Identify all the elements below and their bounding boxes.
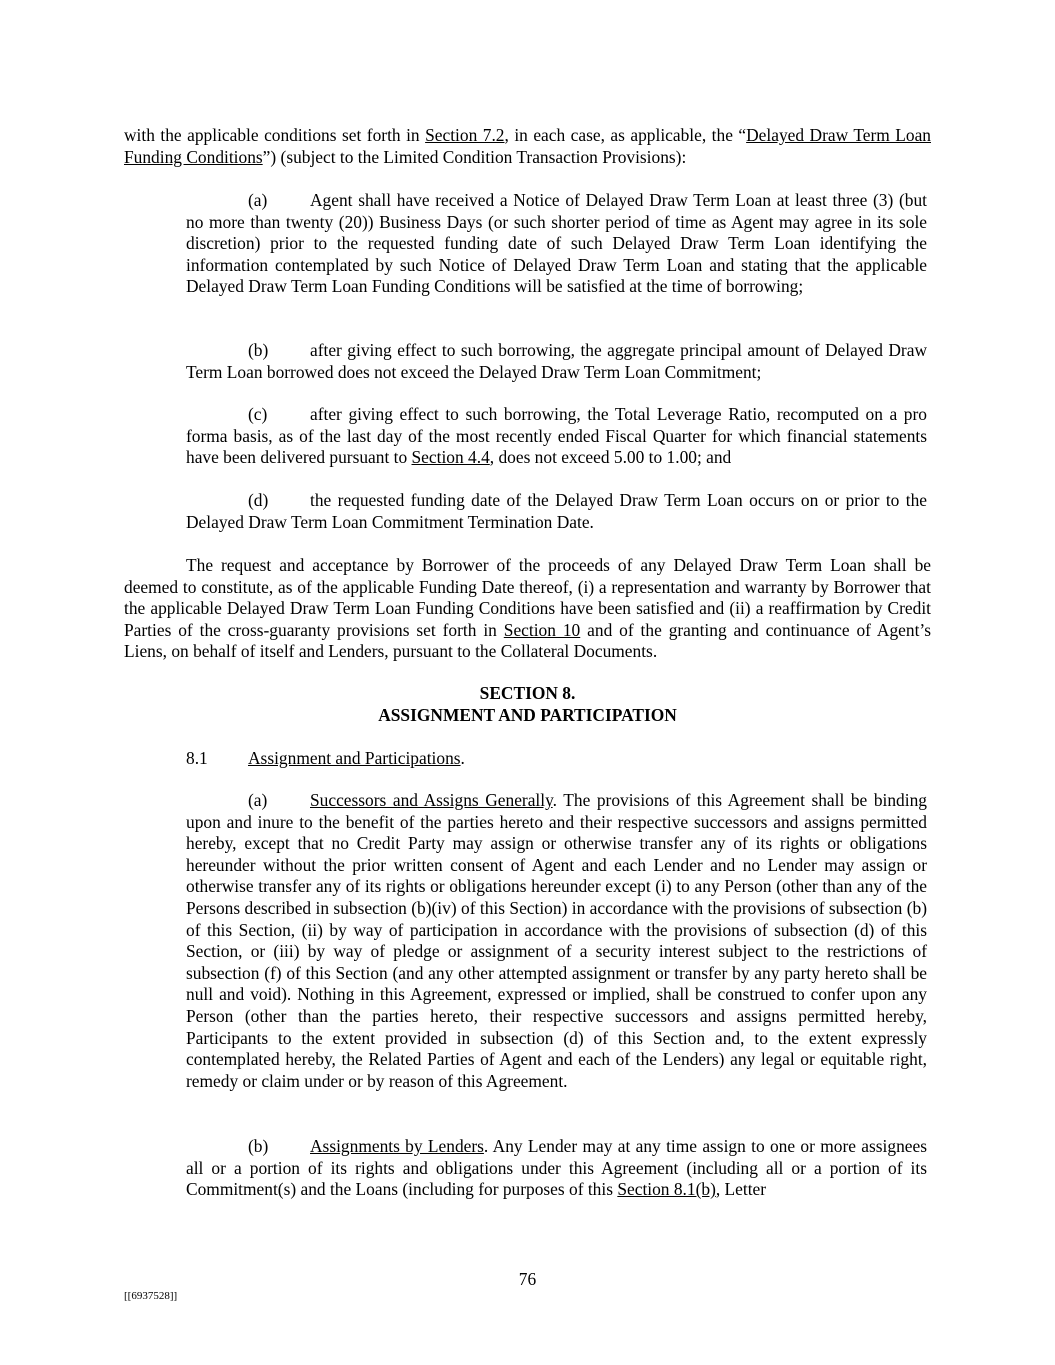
paragraph-8-1-b: (b) Assignments by Lenders. Any Lender may at any time assign to one or more assignees all or a portion of its rights and obligations under this Agreement (including all or a portion of its Commitment(s) and the Loans (including for purposes of this Section 8.1(b), Letter <box>186 1136 927 1200</box>
clause-label: (a) <box>248 790 268 810</box>
request-paragraph: The request and acceptance by Borrower of the proceeds of any Delayed Draw Term Loan shall be deemed to constitute, as of the applicable Funding Date thereof, (i) a representation and warranty by Borrower that the applicable Delayed Draw Term Loan Funding Conditions have been satisfied and (ii) a reaffirmation by Credit Parties of the cross-guaranty provisions set forth in Section 10 and of the granting and continuance of Agent’s Liens, on behalf of itself and Lenders, pursuant to the Collateral Documents. <box>124 555 932 662</box>
condition-c: (c) after giving effect to such borrowing, the Total Leverage Ratio, recomputed on a pro forma basis, as of the last day of the most recently ended Fiscal Quarter for which financial statements have been delivered pursuant to Section 4.4, does not exceed 5.00 to 1.00; and <box>186 404 927 468</box>
subsection-title: Assignment and Participations <box>248 748 461 768</box>
section-reference: Section 4.4 <box>411 447 490 468</box>
condition-a: (a) Agent shall have received a Notice of Delayed Draw Term Loan at least three (3) (but no more than twenty (20)) Business Days (or such shorter period of time as Agent may agree in its sole discretion) prior to the requested funding date of such Delayed Draw Term Loan identifying the information contemplated by such Notice of Delayed Draw Term Loan and stating that the applicable Delayed Draw Term Loan Funding Conditions will be satisfied at the time of borrowing; <box>186 190 927 297</box>
clause-heading: Successors and Assigns Generally <box>310 790 553 810</box>
section-number: SECTION 8. <box>479 683 576 703</box>
section-reference: Section 7.2 <box>425 125 505 145</box>
clause-label: (b) <box>248 1136 269 1156</box>
document-id: [[6937528]] <box>124 1290 178 1302</box>
clause-label: (b) <box>248 340 269 360</box>
clause-label: (d) <box>248 490 269 510</box>
condition-d: (d) the requested funding date of the Delayed Draw Term Loan occurs on or prior to the Delayed Draw Term Loan Commitment Termination Date. <box>186 490 927 532</box>
clause-heading: Assignments by Lenders <box>310 1136 484 1156</box>
section-reference: Section 8.1(b) <box>617 1179 716 1200</box>
section-title: ASSIGNMENT AND PARTICIPATION <box>378 705 677 725</box>
intro-paragraph: with the applicable conditions set forth in Section 7.2, in each case, as applicable, the “Delayed Draw Term Loan Funding Conditions”) (subject to the Limited Condition Transaction Provisions): <box>124 125 931 167</box>
defined-term: Delayed Draw Term Loan Funding Conditions <box>124 125 931 167</box>
subsection-number: 8.1 <box>186 748 208 768</box>
section-reference: Section 10 <box>503 619 581 640</box>
subsection-heading: 8.1 Assignment and Participations. <box>186 748 465 768</box>
clause-label: (a) <box>248 190 268 210</box>
page-number: 76 <box>518 1269 537 1289</box>
clause-label: (c) <box>248 404 268 424</box>
paragraph-8-1-a: (a) Successors and Assigns Generally. The provisions of this Agreement shall be binding upon and inure to the benefit of the parties hereto and their respective successors and assigns permitted hereby, except that no Credit Party may assign or otherwise transfer any of its rights or obligations hereunder without the prior written consent of Agent and each Lender and no Lender may assign or otherwise transfer any of its rights or obligations hereunder except (i) to any Person (other than any of the Persons described in subsection (b)(iv) of this Section) in accordance with the provisions of subsection (b) of this Section, (ii) by way of participation in accordance with the provisions of subsection (d) of this Section, or (iii) by way of pledge or assignment of a security interest subject to the restrictions of subsection (f) of this Section (and any other attempted assignment or transfer by any party hereto shall be null and void). Nothing in this Agreement, expressed or implied, shall be construed to confer upon any Person (other than the parties hereto, their respective successors and assigns permitted hereby, Participants to the extent provided in subsection (d) of this Section and, to the extent expressly contemplated hereby, the Related Parties of Agent and each of the Lenders) any legal or equitable right, remedy or claim under or by reason of this Agreement. <box>186 790 927 1091</box>
condition-b: (b) after giving effect to such borrowing, the aggregate principal amount of Delayed Draw Term Loan borrowed does not exceed the Delayed Draw Term Loan Commitment; <box>186 340 927 382</box>
